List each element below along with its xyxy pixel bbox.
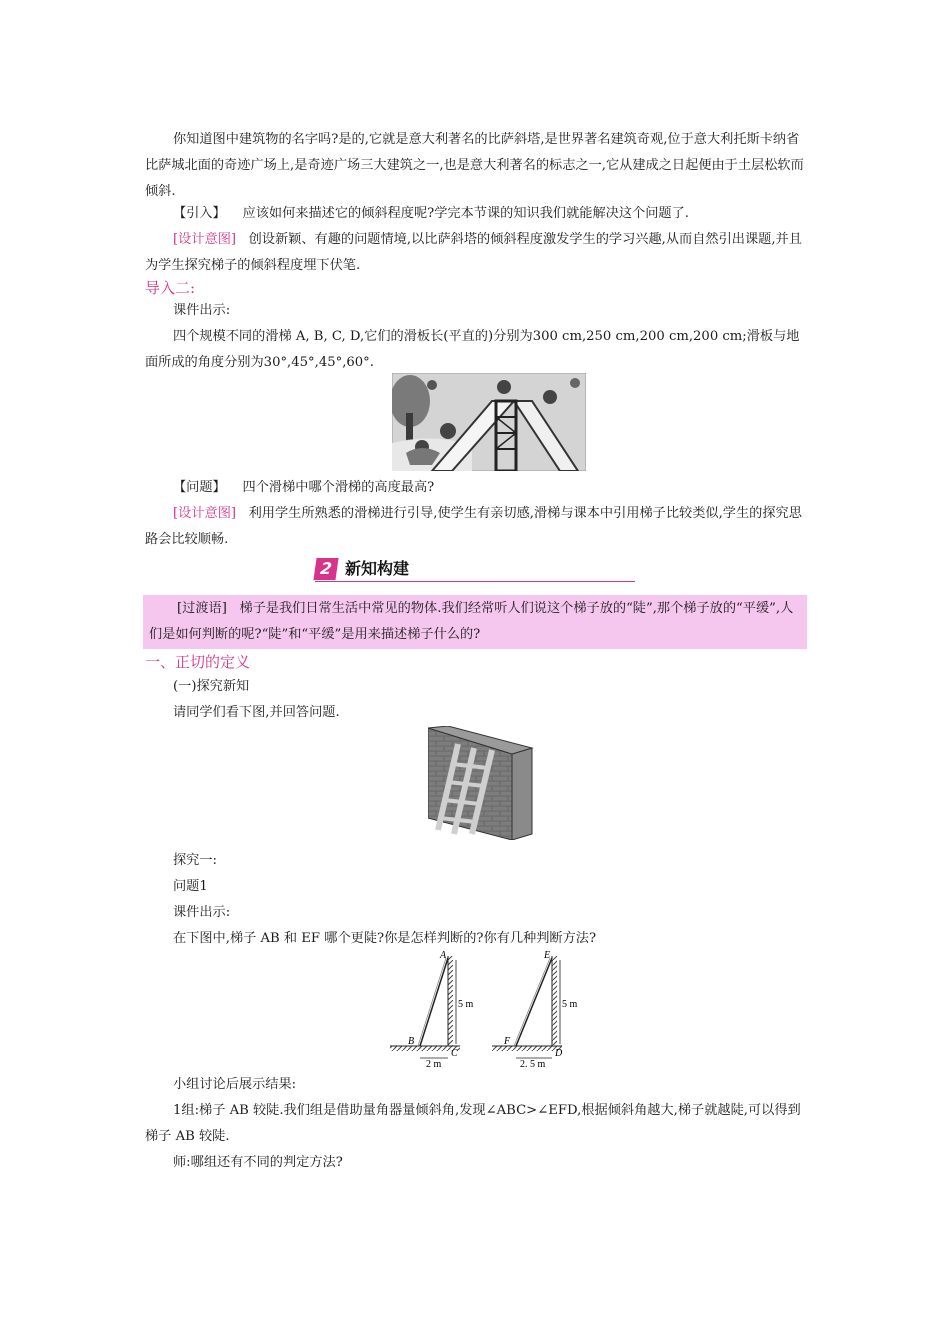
question-tag: 【问题】 [173, 480, 226, 495]
label-C: C [451, 1048, 458, 1059]
yinru-text: 应该如何来描述它的倾斜程度呢?学完本节课的知识我们就能解决这个问题了. [242, 206, 689, 221]
ladder-question: 在下图中,梯子 AB 和 EF 哪个更陡?你是怎样判断的?你有几种判断方法? [173, 931, 597, 946]
design-intent-1 [145, 227, 807, 279]
right-base: 2. 5 m [520, 1059, 546, 1068]
design-text: 创设新颖、有趣的问题情境,以比萨斜塔的倾斜程度激发学生的学习兴趣,从而自然引出课题,并且为学生探究梯子的倾斜程度埋下伏笔. [145, 232, 802, 273]
intro-paragraph: 你知道图中建筑物的名字吗?是的,它就是意大利著名的比萨斜塔,是世界著名建筑奇观,位于意大利托斯卡纳省比萨城北面的奇迹广场上,是奇迹广场三大建筑之一,也是意大利著名的标志之一,它从建成之日起便由于土层松软而倾斜. [145, 132, 804, 199]
transition-body: 梯子是我们日常生活中常见的物体.我们经常听人们说这个梯子放的“陡”,那个梯子放的“平缓”,人们是如何判断的呢?“陡”和“平缓”是用来描述梯子什么的? [149, 601, 794, 642]
design-tag-2: [设计意图] [173, 506, 237, 521]
part1-instruction: 请同学们看下图,并回答问题. [173, 705, 340, 720]
slide-photo [392, 373, 586, 471]
teacher-question: 师:哪组还有不同的判定方法? [173, 1155, 343, 1170]
part1-heading: 一、正切的定义 [145, 653, 251, 671]
question-line [145, 475, 807, 501]
section-heading [315, 556, 635, 582]
label-D: D [555, 1048, 563, 1059]
right-triangle [492, 950, 578, 1068]
brick-wall-ladder-figure [428, 726, 534, 840]
left-height: 5 m [458, 999, 474, 1010]
label-B: B [408, 1036, 415, 1047]
left-base: 2 m [426, 1059, 442, 1068]
yinru-tag: 【引入】 [173, 206, 226, 221]
left-triangle [390, 950, 474, 1068]
design-intent-2 [145, 501, 807, 553]
question-text: 四个滑梯中哪个滑梯的高度最高? [242, 480, 435, 495]
label-F: F [504, 1036, 511, 1047]
daoru2-heading: 导入二: [145, 279, 196, 297]
transition-text [149, 596, 801, 648]
ladder-comparison-diagram [388, 950, 584, 1068]
right-height: 5 m [562, 999, 578, 1010]
transition-box [143, 595, 807, 649]
label-A: A [440, 950, 447, 961]
design-text-2: 利用学生所熟悉的滑梯进行引导,使学生有亲切感,滑梯与课本中引用梯子比较类似,学生的探究思路会比较顺畅. [145, 506, 802, 547]
courseware-label: 课件出示: [173, 905, 231, 920]
section-number: 2 [313, 558, 338, 580]
daoru2-courseware: 课件出示: [173, 303, 231, 318]
part1-sub: (一)探究新知 [173, 679, 250, 694]
label-E: E [544, 950, 551, 961]
slides-paragraph: 四个规模不同的滑梯 A, B, C, D,它们的滑板长(平直的)分别为300 cm,250 cm,200 cm,200 cm;滑板与地面所成的角度分别为30°,45°,45°,60°. [145, 329, 800, 370]
yinru-line [145, 201, 807, 227]
explore-label: 探究一: [173, 853, 218, 868]
transition-tag: [过渡语] [177, 601, 227, 616]
section-title: 新知构建 [345, 559, 410, 578]
section-rule [315, 581, 635, 582]
group1-answer: 1组:梯子 AB 较陡.我们组是借助量角器量倾斜角,发现∠ABC>∠EFD,根据倾斜角越大,梯子就越陡,可以得到梯子 AB 较陡. [145, 1103, 801, 1144]
design-tag: [设计意图] [173, 232, 237, 247]
discussion-label: 小组讨论后展示结果: [173, 1077, 297, 1092]
problem-label: 问题1 [173, 879, 208, 894]
